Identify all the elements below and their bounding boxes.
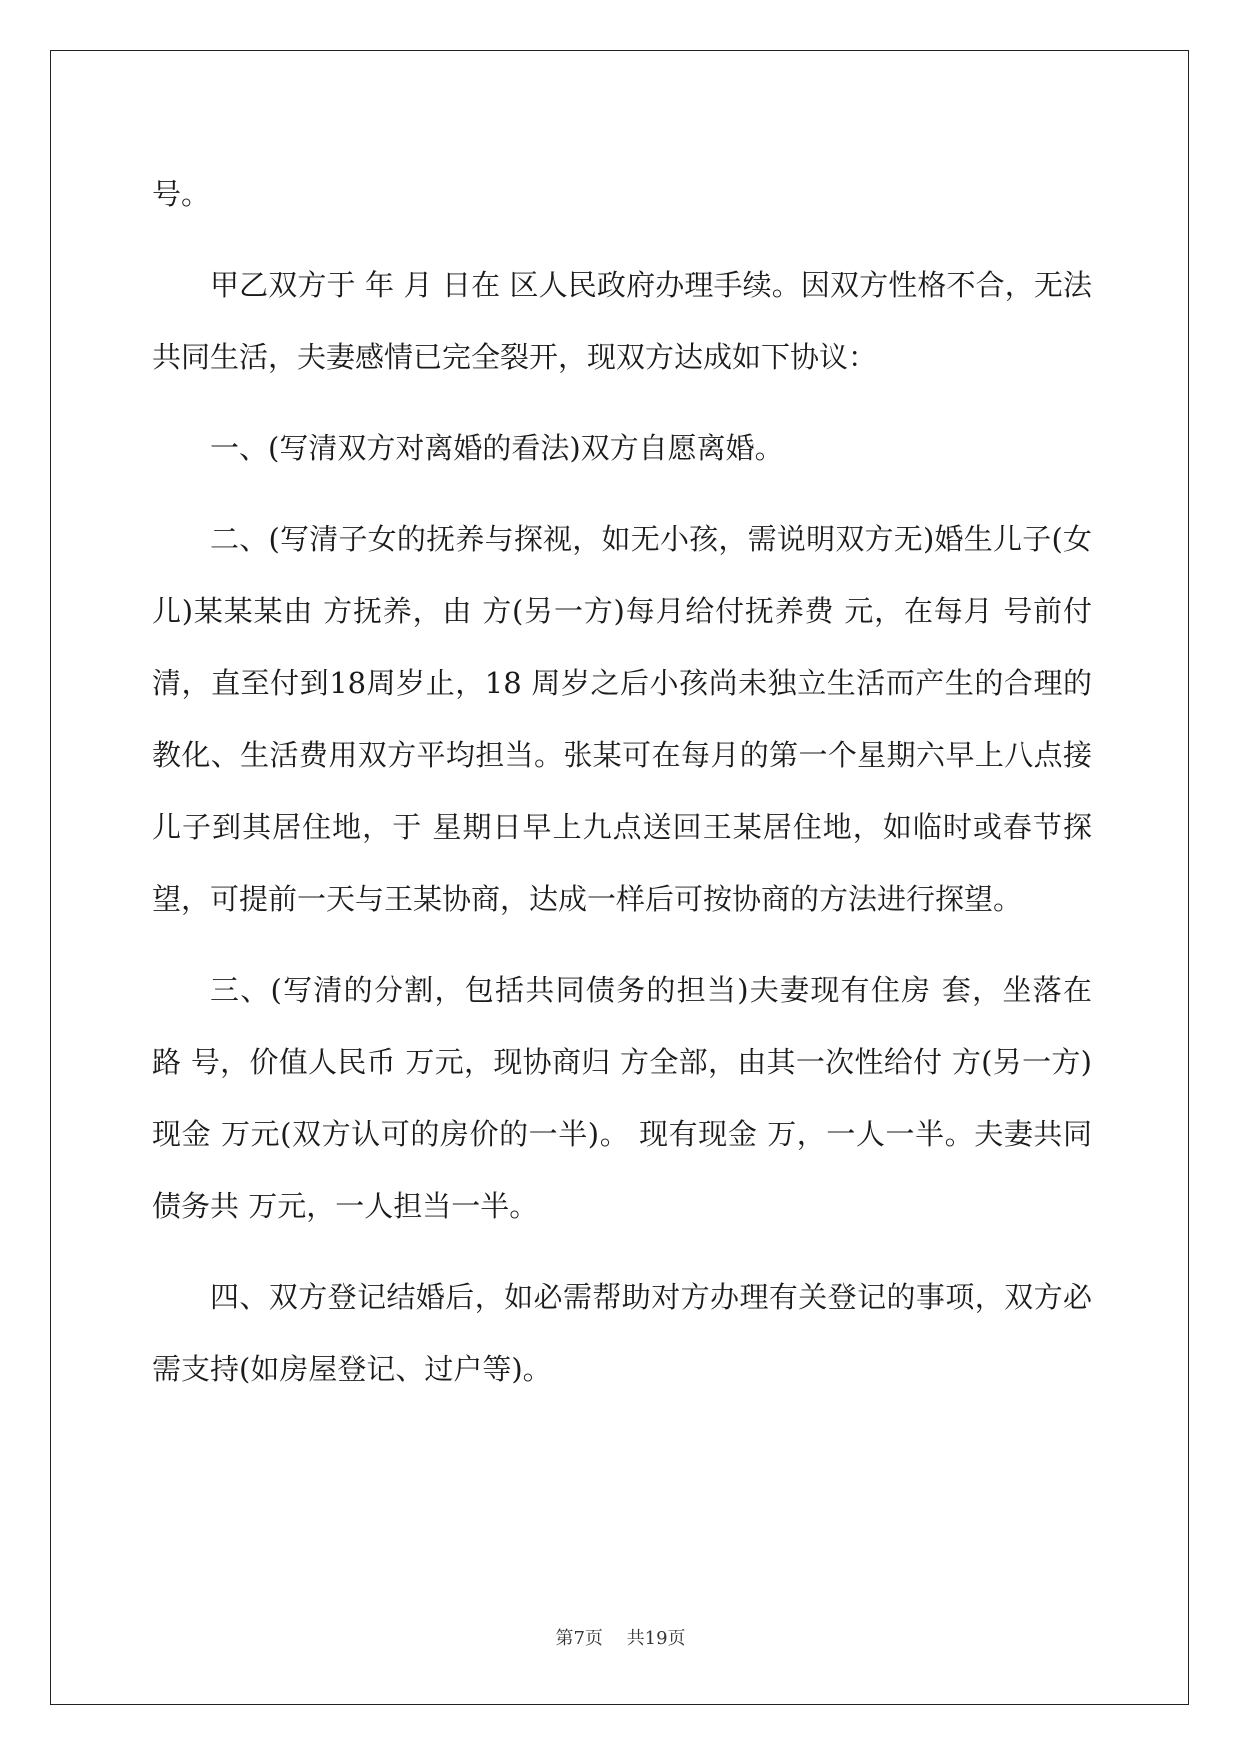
paragraph-continuation: 号。 [152,177,211,211]
page-number: 第7页 [555,1628,603,1649]
page-footer [0,1624,1241,1650]
paragraph-clause-3: 三、(写清的分割，包括共同债务的担当)夫妻现有住房 套，坐落在 路 号，价值人民币 万元，现协商归 方全部，由其一次性给付 方(另一方)现金 万元(双方认可的房价的一半)。 现有现金 万，一人一半。夫妻共同债务共 万元，一人担当一半。 [152,973,1092,1223]
paragraph-intro: 甲乙双方于 年 月 日在 区人民政府办理手续。因双方性格不合，无法共同生活，夫妻感情已完全裂开，现双方达成如下协议： [152,268,1092,374]
page-total: 共19页 [626,1628,686,1649]
paragraph-clause-1: 一、(写清双方对离婚的看法)双方自愿离婚。 [210,431,784,465]
document-body [152,158,1092,1405]
paragraph-clause-4: 四、双方登记结婚后，如必需帮助对方办理有关登记的事项，双方必需支持(如房屋登记、过户等)。 [152,1280,1092,1386]
paragraph-clause-2: 二、(写清子女的抚养与探视，如无小孩，需说明双方无)婚生儿子(女儿)某某某由 方抚养，由 方(另一方)每月给付抚养费 元，在每月 号前付清，直至付到18周岁止，18 周岁之后小孩尚未独立生活而产生的合理的教化、生活费用双方平均担当。张某可在每月的第一个星期六早上八点接儿子到其居住地，于 星期日早上九点送回王某居住地，如临时或春节探望，可提前一天与王某协商，达成一样后可按协商的方法进行探望。 [152,522,1092,916]
